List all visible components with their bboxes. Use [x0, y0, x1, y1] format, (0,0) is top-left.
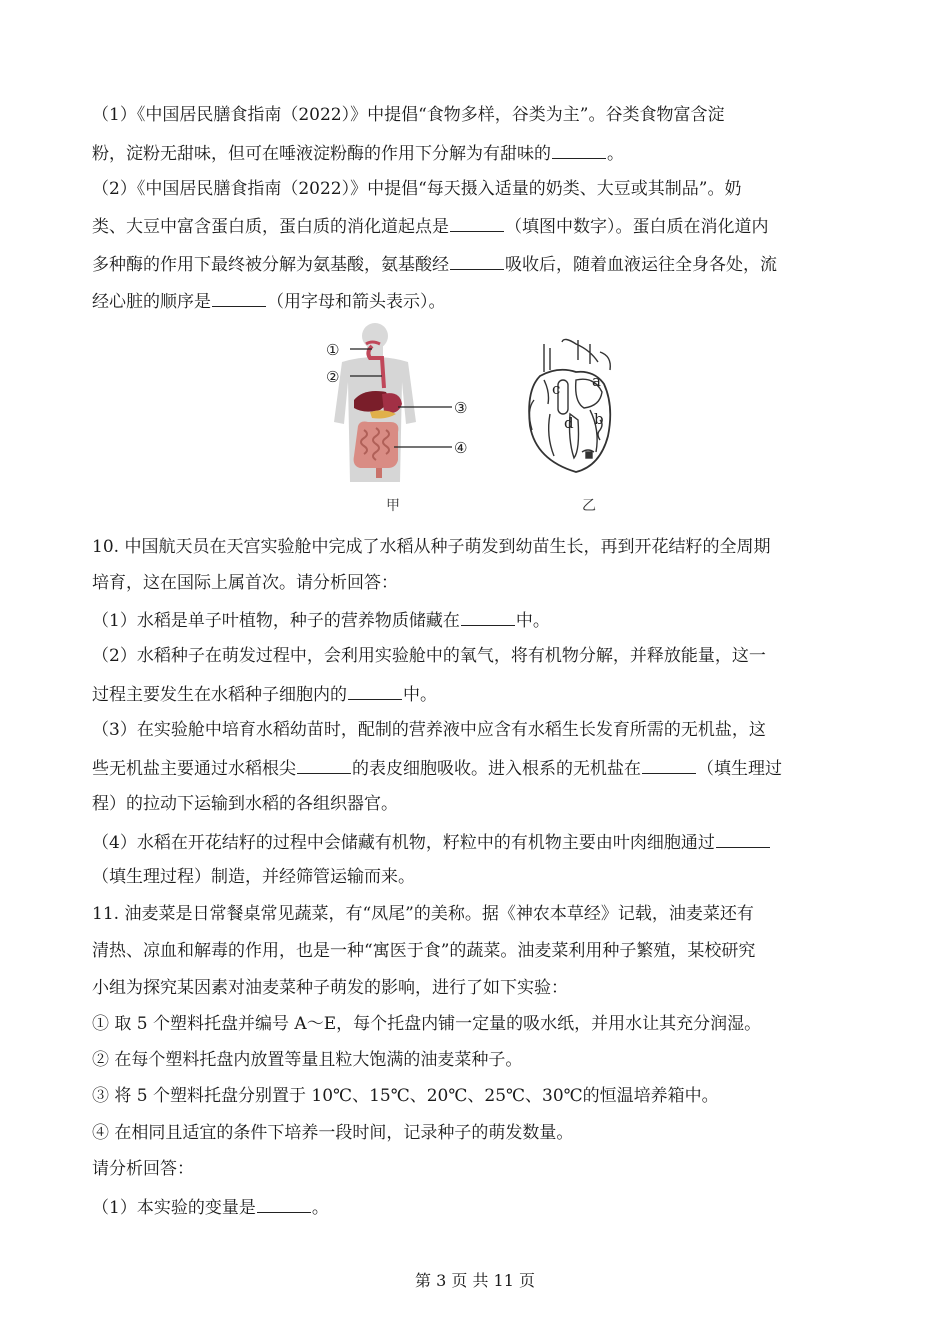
- q11-step4: ④ 在相同且适宜的条件下培养一段时间，记录种子的萌发数量。: [92, 1123, 574, 1143]
- answer-blank: [716, 830, 770, 848]
- q10-line3-end: 中。: [515, 611, 550, 631]
- q9-p2-line2-end: （填图中数字）。蛋白质在消化道内: [505, 217, 769, 237]
- q11-step2: ② 在每个塑料托盘内放置等量且粒大饱满的油麦菜种子。: [92, 1050, 523, 1070]
- label-1: ①: [326, 341, 340, 359]
- caption-jia: 甲: [386, 498, 400, 514]
- q11-sub1: [92, 1195, 329, 1219]
- answer-blank: [450, 214, 504, 232]
- q9-p2-line3: [92, 252, 777, 276]
- answer-blank: [552, 141, 606, 159]
- q9-p2-line4-end: （用字母和箭头表示）。: [267, 292, 446, 312]
- q10-line3: [92, 608, 550, 632]
- q10-line5-end: 中。: [403, 685, 437, 705]
- label-3: ③: [454, 399, 468, 417]
- q10-line4: （2）水稻种子在萌发过程中，会利用实验舱中的氧气，将有机物分解，并释放能量，这一: [92, 646, 766, 666]
- q9-p2-line2: [92, 214, 769, 238]
- diagram-figure: [320, 322, 640, 514]
- q9-p1-line2: [92, 141, 624, 165]
- answer-blank: [297, 756, 351, 774]
- q10-line9-text: （4）水稻在开花结籽的过程中会储藏有机物，籽粒中的有机物主要由叶肉细胞通过: [92, 833, 715, 853]
- q9-p1-line2-end: 。: [607, 144, 624, 164]
- q11-step3: ③ 将 5 个塑料托盘分别置于 10℃、15℃、20℃、25℃、30℃的恒温培养箱中。: [92, 1086, 719, 1106]
- digestive-system-illustration: [334, 323, 416, 482]
- q10-line9: [92, 830, 771, 854]
- q11-line3: 小组为探究某因素对油麦菜种子萌发的影响，进行了如下实验：: [92, 978, 568, 998]
- q11-prompt: 请分析回答：: [92, 1159, 194, 1179]
- q10-line5-text: 过程主要发生在水稻种子细胞内的: [92, 685, 347, 705]
- heart-label-c: c: [552, 380, 561, 398]
- q10-line8: 程）的拉动下运输到水稻的各组织器官。: [92, 794, 398, 814]
- heart-label-a: a: [592, 372, 601, 390]
- q11-step1: ① 取 5 个塑料托盘并编号 A～E，每个托盘内铺一定量的吸水纸，并用水让其充分润湿。: [92, 1014, 762, 1034]
- q10-line7-text: 些无机盐主要通过水稻根尖: [92, 759, 296, 779]
- q9-p2-line4: [92, 289, 446, 313]
- answer-blank: [257, 1195, 311, 1213]
- label-2: ②: [326, 368, 340, 386]
- q11-sub1-text: （1）本实验的变量是: [92, 1198, 256, 1218]
- q9-p1-line2-text: 粉，淀粉无甜味，但可在唾液淀粉酶的作用下分解为有甜味的: [92, 144, 551, 164]
- q11-line2: 清热、凉血和解毒的作用，也是一种“寓医于食”的蔬菜。油麦菜利用种子繁殖，某校研究: [92, 941, 756, 961]
- q10-line2: 培育，这在国际上属首次。请分析回答：: [92, 573, 398, 593]
- answer-blank: [212, 289, 266, 307]
- answer-blank: [461, 608, 515, 626]
- q10-line1: 10. 中国航天员在天宫实验舱中完成了水稻从种子萌发到幼苗生长，再到开花结籽的全周期: [92, 537, 771, 557]
- answer-blank: [348, 682, 402, 700]
- q9-p2-line3-text: 多种酶的作用下最终被分解为氨基酸，氨基酸经: [92, 255, 449, 275]
- q11-sub1-end: 。: [311, 1198, 329, 1218]
- heart-label-d: d: [564, 414, 574, 432]
- q10-line5: [92, 682, 437, 706]
- caption-yi: 乙: [582, 498, 596, 514]
- answer-blank: [450, 252, 504, 270]
- heart-illustration: [529, 339, 610, 472]
- q9-p1-line1: （1）《中国居民膳食指南（2022）》中提倡“食物多样，谷类为主”。谷类食物富含淀: [92, 105, 725, 125]
- q10-line7-end: （填生理过: [697, 759, 782, 779]
- q10-line7: [92, 756, 782, 780]
- q10-line3-text: （1）水稻是单子叶植物，种子的营养物质储藏在: [92, 611, 460, 631]
- q9-p2-line4-text: 经心脏的顺序是: [92, 292, 211, 312]
- q10-line7-mid: 的表皮细胞吸收。进入根系的无机盐在: [352, 759, 641, 779]
- answer-blank: [642, 756, 696, 774]
- q9-p2-line3-end: 吸收后，随着血液运往全身各处，流: [505, 255, 777, 275]
- q9-p2-line1: （2）《中国居民膳食指南（2022）》中提倡“每天摄入适量的奶类、大豆或其制品”。奶: [92, 179, 742, 199]
- q11-line1: 11. 油麦菜是日常餐桌常见蔬菜，有“凤尾”的美称。据《神农本草经》记载，油麦菜还有: [92, 904, 754, 924]
- page-number-footer: 第 3 页 共 11 页: [415, 1271, 535, 1290]
- q10-line6: （3）在实验舱中培育水稻幼苗时，配制的营养液中应含有水稻生长发育所需的无机盐，这: [92, 720, 766, 740]
- heart-label-b: b: [594, 410, 604, 428]
- anatomy-diagram: [320, 322, 640, 514]
- q10-line10: （填生理过程）制造，并经筛管运输而来。: [92, 867, 415, 887]
- q9-p2-line2-text: 类、大豆中富含蛋白质，蛋白质的消化道起点是: [92, 217, 449, 237]
- label-4: ④: [454, 439, 468, 457]
